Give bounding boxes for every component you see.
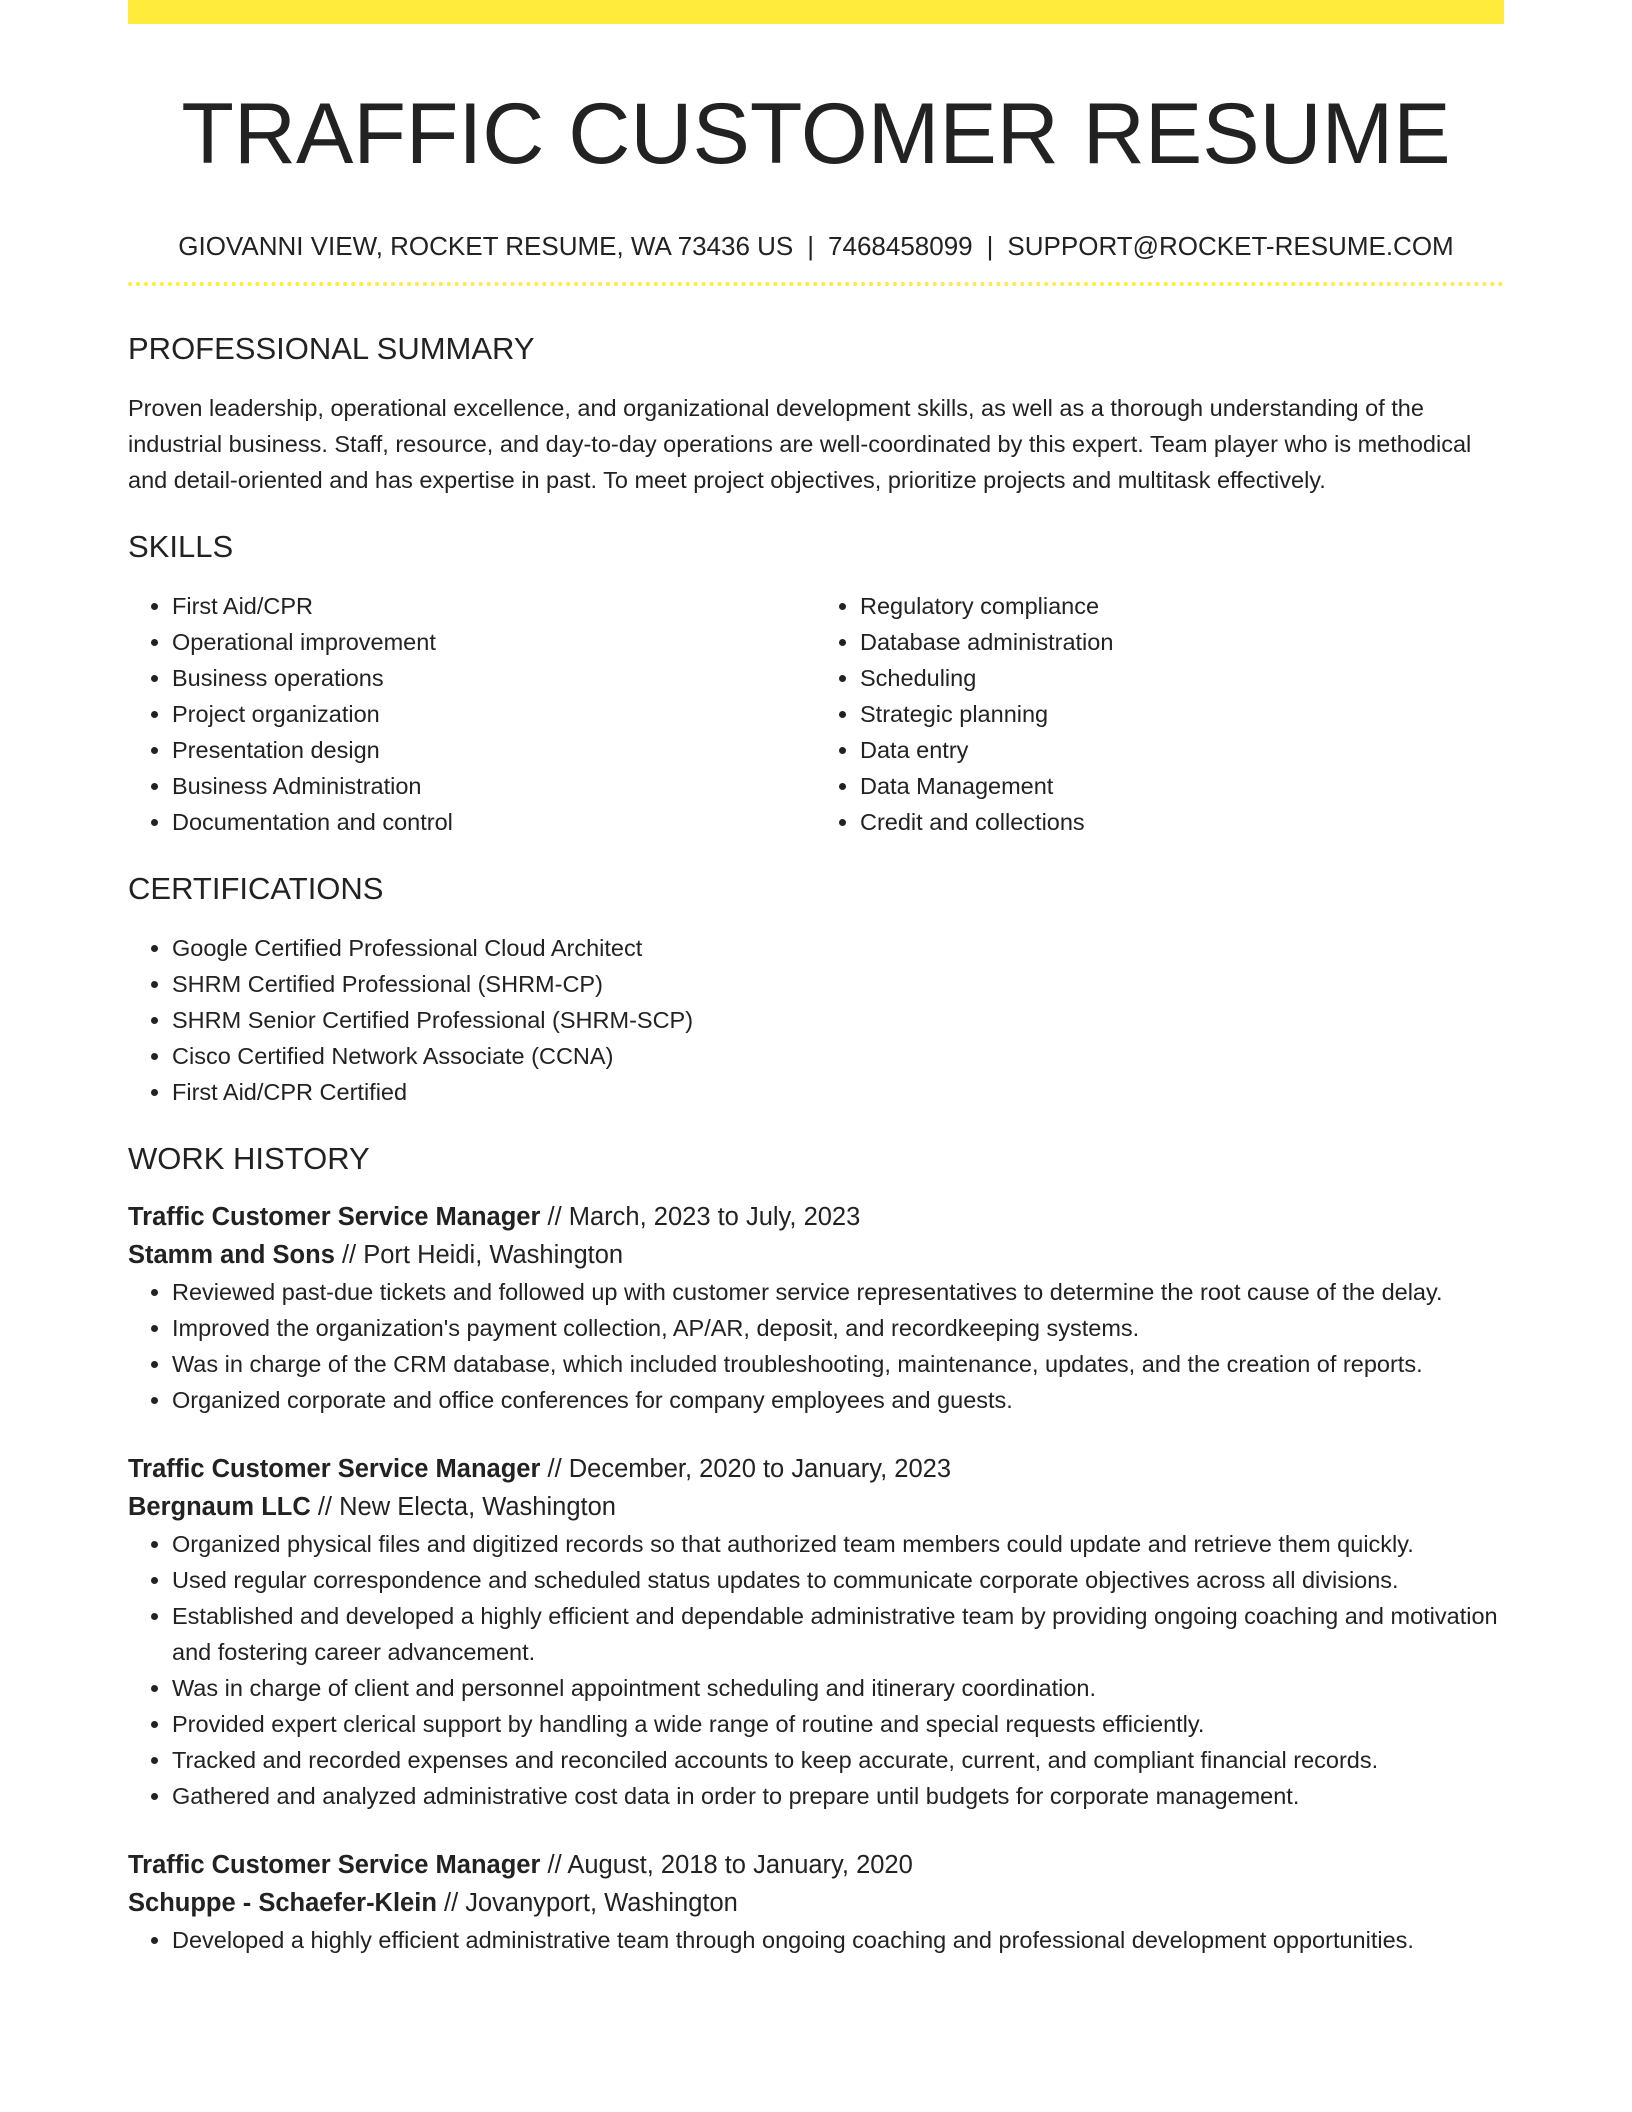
- work-history-section: [128, 1140, 1504, 1958]
- job-bullet: • Organized physical files and digitized records so that authorized team members could update and retrieve them quickly.: [172, 1526, 1504, 1562]
- job-title: Traffic Customer Service Manager: [128, 1203, 541, 1231]
- skills-left-list: [128, 588, 816, 840]
- contact-phone: 7468458099: [828, 231, 973, 261]
- summary-heading: PROFESSIONAL SUMMARY: [128, 331, 535, 366]
- job-location: // Jovanyport, Washington: [436, 1889, 738, 1917]
- job-dates: // December, 2020 to January, 2023: [540, 1455, 952, 1483]
- certification-item: • SHRM Certified Professional (SHRM-CP): [172, 966, 1504, 1002]
- certification-item: • First Aid/CPR Certified: [172, 1074, 1504, 1110]
- resume-content: [128, 24, 1504, 1958]
- job-company: Schuppe - Schaefer-Klein: [128, 1889, 437, 1917]
- summary-text: Proven leadership, operational excellence, and organizational development skills, as well as a thorough understanding of the industrial business. Staff, resource, and day-to-day operations are well-coordinated by this expert. Team player who is methodical and detail-oriented and has expertise in past. To meet project objectives, prioritize projects and multitask effectively.: [128, 395, 1472, 493]
- skills-section: [128, 528, 1504, 840]
- work-history-heading: WORK HISTORY: [128, 1141, 370, 1176]
- job-bullet: • Gathered and analyzed administrative cost data in order to prepare until budgets for corporate management.: [172, 1778, 1504, 1814]
- dotted-divider: [128, 282, 1504, 286]
- job-company-line: [128, 1488, 1504, 1526]
- job-entry: [128, 1450, 1504, 1814]
- job-bullet: • Improved the organization's payment collection, AP/AR, deposit, and recordkeeping systems.: [172, 1310, 1504, 1346]
- skill-item: • First Aid/CPR: [172, 588, 816, 624]
- job-title-line: [128, 1450, 1504, 1488]
- contact-line: [128, 230, 1504, 262]
- skills-heading: SKILLS: [128, 529, 234, 564]
- skill-item: • Business operations: [172, 660, 816, 696]
- skills-right-list: [816, 588, 1504, 840]
- skill-item: • Operational improvement: [172, 624, 816, 660]
- job-bullets: [128, 1274, 1504, 1418]
- contact-email: SUPPORT@ROCKET-RESUME.COM: [1007, 231, 1454, 261]
- job-dates: // March, 2023 to July, 2023: [540, 1203, 861, 1231]
- job-title: Traffic Customer Service Manager: [128, 1455, 541, 1483]
- job-bullet: • Organized corporate and office conferences for company employees and guests.: [172, 1382, 1504, 1418]
- job-dates: // August, 2018 to January, 2020: [540, 1851, 913, 1879]
- contact-address: GIOVANNI VIEW, ROCKET RESUME, WA 73436 US: [178, 231, 794, 261]
- skill-item: • Scheduling: [860, 660, 1504, 696]
- contact-separator: |: [986, 231, 994, 261]
- job-bullet: • Used regular correspondence and scheduled status updates to communicate corporate objectives across all divisions.: [172, 1562, 1504, 1598]
- skills-columns: [128, 588, 1504, 840]
- skill-item: • Strategic planning: [860, 696, 1504, 732]
- job-bullet: • Tracked and recorded expenses and reconciled accounts to keep accurate, current, and compliant financial records.: [172, 1742, 1504, 1778]
- contact-separator: |: [807, 231, 815, 261]
- job-bullet: • Provided expert clerical support by handling a wide range of routine and special requests efficiently.: [172, 1706, 1504, 1742]
- certification-item: • SHRM Senior Certified Professional (SHRM-SCP): [172, 1002, 1504, 1038]
- job-bullet: • Was in charge of the CRM database, which included troubleshooting, maintenance, updates, and the creation of reports.: [172, 1346, 1504, 1382]
- resume-title: TRAFFIC CUSTOMER RESUME: [181, 86, 1451, 182]
- certifications-list: [128, 930, 1504, 1110]
- certification-item: • Google Certified Professional Cloud Architect: [172, 930, 1504, 966]
- job-company: Stamm and Sons: [128, 1241, 335, 1269]
- certification-item: • Cisco Certified Network Associate (CCNA): [172, 1038, 1504, 1074]
- certifications-section: [128, 870, 1504, 1110]
- certifications-heading: CERTIFICATIONS: [128, 871, 384, 906]
- skill-item: • Regulatory compliance: [860, 588, 1504, 624]
- job-title-line: [128, 1846, 1504, 1884]
- job-bullet: • Reviewed past-due tickets and followed up with customer service representatives to determine the root cause of the delay.: [172, 1274, 1504, 1310]
- job-bullet: • Established and developed a highly efficient and dependable administrative team by providing ongoing coaching and motivation and fostering career advancement.: [172, 1598, 1504, 1670]
- top-accent-bar: [128, 0, 1504, 24]
- summary-section: [128, 330, 1504, 498]
- job-title-line: [128, 1198, 1504, 1236]
- skill-item: • Data Management: [860, 768, 1504, 804]
- job-company-line: [128, 1884, 1504, 1922]
- job-bullet: • Developed a highly efficient administrative team through ongoing coaching and professional development opportunities.: [172, 1922, 1504, 1958]
- job-company-line: [128, 1236, 1504, 1274]
- job-entry: [128, 1846, 1504, 1958]
- skill-item: • Project organization: [172, 696, 816, 732]
- skill-item: • Documentation and control: [172, 804, 816, 840]
- job-bullets: [128, 1922, 1504, 1958]
- job-location: // New Electa, Washington: [310, 1493, 616, 1521]
- job-company: Bergnaum LLC: [128, 1493, 311, 1521]
- job-title: Traffic Customer Service Manager: [128, 1851, 541, 1879]
- job-entry: [128, 1198, 1504, 1418]
- skill-item: • Presentation design: [172, 732, 816, 768]
- skill-item: • Data entry: [860, 732, 1504, 768]
- skill-item: • Database administration: [860, 624, 1504, 660]
- job-location: // Port Heidi, Washington: [334, 1241, 624, 1269]
- job-bullet: • Was in charge of client and personnel appointment scheduling and itinerary coordination.: [172, 1670, 1504, 1706]
- skill-item: • Credit and collections: [860, 804, 1504, 840]
- skill-item: • Business Administration: [172, 768, 816, 804]
- job-bullets: [128, 1526, 1504, 1814]
